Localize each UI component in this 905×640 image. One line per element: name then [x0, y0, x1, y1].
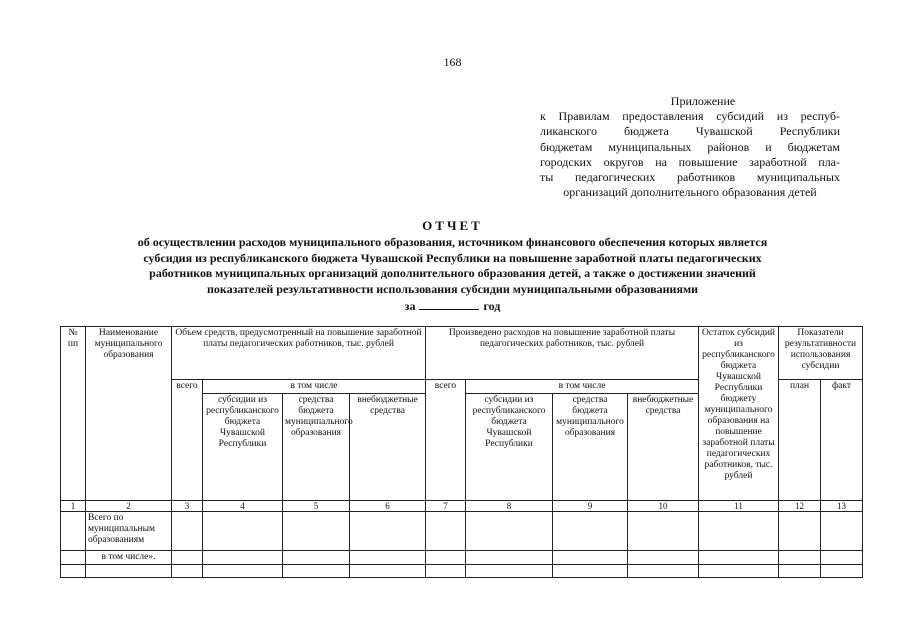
- report-subtitle-line: субсидия из республиканского бюджета Чувашской Республики на повышение заработной платы педагогических: [143, 250, 762, 265]
- header-spent-extrabudget: внебюджетные средства: [628, 394, 699, 501]
- period-suffix: год: [483, 299, 501, 313]
- table-cell: [426, 565, 466, 578]
- table-cell: [203, 565, 283, 578]
- column-number: 8: [466, 501, 553, 512]
- table-cell: [779, 512, 821, 551]
- table-cell: [203, 551, 283, 565]
- period-blank-line: [419, 298, 479, 310]
- appendix-line: к Правилам предоставления субсидий из респуб-: [540, 109, 840, 124]
- header-row: [61, 327, 863, 380]
- header-volume-extrabudget: внебюджетные средства: [350, 394, 426, 501]
- column-number: 11: [699, 501, 779, 512]
- header-spent-municipal: средства бюджета муниципального образования: [553, 394, 628, 501]
- table-cell: [172, 565, 203, 578]
- table-cell: [203, 512, 283, 551]
- header-spent-total: всего: [426, 380, 466, 501]
- appendix-line: бюджетам муниципальных районов и бюджетам: [540, 139, 840, 154]
- header-spent-including: в том числе: [466, 380, 699, 394]
- table-cell: [553, 512, 628, 551]
- appendix-line: ты педагогических работников муниципальных: [540, 170, 840, 185]
- header-volume-including: в том числе: [203, 380, 426, 394]
- table-cell: [821, 565, 863, 578]
- header-name: Наименование муниципального образования: [86, 327, 172, 501]
- table-cell: [172, 512, 203, 551]
- page-number: 168: [443, 55, 462, 69]
- appendix-line: организаций дополнительного образования детей: [563, 185, 817, 200]
- report-subtitle-line: работников муниципальных организаций дополнительного образования детей, а также о достижении значений: [149, 266, 756, 280]
- table-cell: [350, 512, 426, 551]
- report-title: ОТЧЕТ: [422, 218, 483, 233]
- header-spent: Произведено расходов на повышение заработной платы педагогических работников, тыс. рублей: [426, 327, 699, 380]
- table-cell: [86, 565, 172, 578]
- table-cell: [553, 551, 628, 565]
- table-cell: [283, 565, 350, 578]
- header-fact: факт: [821, 380, 863, 501]
- table-row-total: [61, 512, 863, 551]
- table-cell: [628, 551, 699, 565]
- table-cell: [699, 512, 779, 551]
- table-cell: [61, 565, 86, 578]
- report-subtitle-line: об осуществлении расходов муниципального образования, источником финансового обеспечения которых является: [137, 235, 768, 249]
- including-label: в том числе».: [86, 551, 172, 565]
- appendix-title: Приложение: [670, 94, 736, 108]
- table-row-including: [61, 551, 863, 565]
- column-number: 6: [350, 501, 426, 512]
- table-cell: [466, 565, 553, 578]
- table-row-empty: [61, 565, 863, 578]
- table-cell: [699, 565, 779, 578]
- table-cell: [821, 512, 863, 551]
- column-number: 3: [172, 501, 203, 512]
- column-number: 7: [426, 501, 466, 512]
- report-period: [0, 298, 905, 314]
- column-number: 9: [553, 501, 628, 512]
- total-label: Всего по муниципальным образованиям: [86, 512, 172, 551]
- column-number: 5: [283, 501, 350, 512]
- header-volume-subsidy: субсидии из республиканского бюджета Чувашской Республики: [203, 394, 283, 501]
- table-cell: [553, 565, 628, 578]
- header-remainder: Остаток субсидий из республиканского бюджета Чувашской Республики бюджету муниципального образования на повышение заработной платы педагогических работников, тыс. рублей: [699, 327, 779, 501]
- column-number: 12: [779, 501, 821, 512]
- header-volume: Объем средств, предусмотренный на повышение заработной платы педагогических работников, тыс. рублей: [172, 327, 426, 380]
- table-cell: [466, 551, 553, 565]
- column-number: 1: [61, 501, 86, 512]
- column-number: 2: [86, 501, 172, 512]
- table-cell: [61, 551, 86, 565]
- table-cell: [699, 551, 779, 565]
- report-subtitle: [60, 235, 845, 297]
- report-table: [60, 326, 863, 578]
- header-indicators: Показатели результативности использования субсидии: [779, 327, 863, 380]
- table-cell: [350, 551, 426, 565]
- column-number: 13: [821, 501, 863, 512]
- header-volume-total: всего: [172, 380, 203, 501]
- table-cell: [628, 512, 699, 551]
- table-cell: [283, 512, 350, 551]
- header-spent-subsidy: субсидии из республиканского бюджета Чувашской Республики: [466, 394, 553, 501]
- column-number: 4: [203, 501, 283, 512]
- period-prefix: за: [404, 299, 416, 313]
- report-subtitle-line: показателей результативности использования субсидии муниципальными образованиями: [206, 281, 699, 296]
- table-cell: [61, 512, 86, 551]
- table-cell: [350, 565, 426, 578]
- table-cell: [426, 512, 466, 551]
- appendix-line: ликанского бюджета Чувашской Республики: [540, 124, 840, 139]
- table-cell: [466, 512, 553, 551]
- header-plan: план: [779, 380, 821, 501]
- appendix-line: городских округов на повышение заработной пла-: [540, 154, 840, 169]
- header-num: № пп: [61, 327, 86, 501]
- table-cell: [821, 551, 863, 565]
- table-cell: [779, 551, 821, 565]
- table-cell: [628, 565, 699, 578]
- table-cell: [426, 551, 466, 565]
- table-cell: [779, 565, 821, 578]
- table-cell: [172, 551, 203, 565]
- column-number-row: [61, 501, 863, 512]
- header-volume-municipal: средства бюджета муниципального образования: [283, 394, 350, 501]
- appendix-block: [540, 94, 840, 200]
- table-cell: [283, 551, 350, 565]
- column-number: 10: [628, 501, 699, 512]
